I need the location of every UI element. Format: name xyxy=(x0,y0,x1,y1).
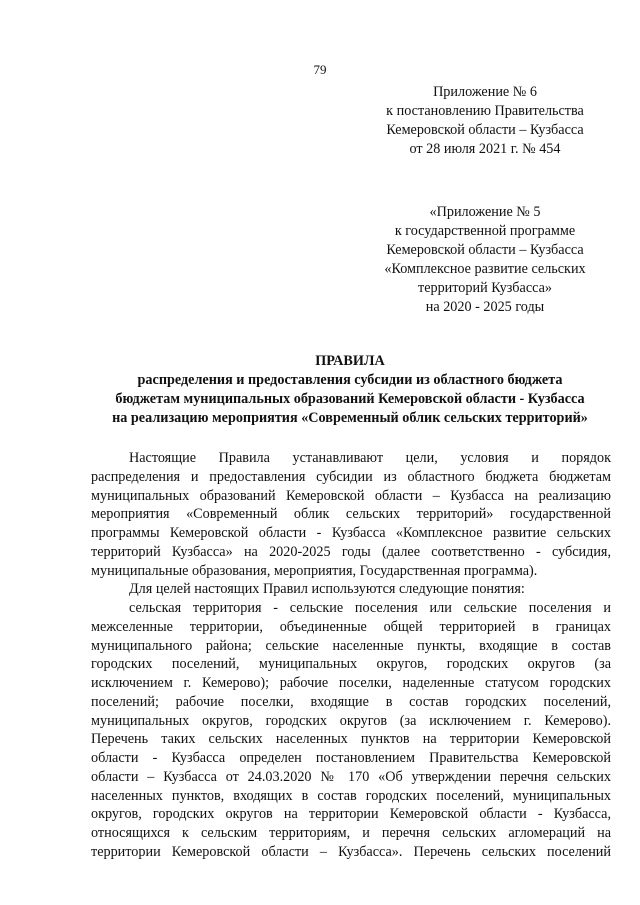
body-line: округов, городских округов на территории Кемеровской области - Кузбасса, xyxy=(91,806,611,823)
rules-title xyxy=(80,352,620,428)
appendix-6-line: Кемеровской области – Кузбасса xyxy=(386,122,584,138)
body-line: межселенные территории, объединенные общей территорией в границах xyxy=(91,618,611,635)
body-line: муниципальных образований Кемеровской области – Кузбасса на реализацию xyxy=(91,487,611,504)
appendix-5-line: «Приложение № 5 xyxy=(429,204,541,220)
body-line: исключением г. Кемерово); рабочие поселки, наделенные статусом городских xyxy=(91,675,611,691)
appendix-6-line: Приложение № 6 xyxy=(433,84,537,100)
body-line: Перечень таких сельских населенных пунктов на территории Кемеровской xyxy=(91,731,611,748)
body-line: области – Кузбасса от 24.03.2020 № 170 «Об утверждении перечня сельских xyxy=(91,768,611,785)
body-line: относящихся к сельским территориям, и перечня сельских агломераций на xyxy=(91,825,611,841)
rules-subtitle-line: на реализацию мероприятия «Современный облик сельских территорий» xyxy=(112,410,588,426)
appendix-5-line: к государственной программе xyxy=(394,223,576,239)
page-number: 79 xyxy=(313,62,327,77)
body-line: муниципального района; сельские населенные пункты, входящие в состав xyxy=(91,637,611,654)
body-line: городских поселений, муниципальных округов, городских округов (за xyxy=(91,656,611,673)
rules-subtitle-line: распределения и предоставления субсидии из областного бюджета xyxy=(137,372,563,388)
appendix-5-block xyxy=(360,203,610,317)
body-line: территорий Кузбасса» на 2020-2025 годы (далее соответственно - субсидия, xyxy=(91,543,611,560)
body-line: муниципальных округов, городских округов (за исключением г. Кемерово). xyxy=(91,712,611,729)
appendix-6-line: от 28 июля 2021 г. № 454 xyxy=(409,141,561,157)
appendix-5-line: Кемеровской области – Кузбасса xyxy=(386,242,584,258)
body-line: области - Кузбасса определен постановлением Правительства Кемеровской xyxy=(91,750,611,766)
body-line: мероприятия «Современный облик сельских территорий» государственной xyxy=(91,506,611,523)
body-line: сельская территория - сельские поселения или сельские поселения и xyxy=(129,600,611,616)
body-line: населенных пунктов, входящих в состав городских поселений, муниципальных xyxy=(91,787,611,804)
body-line: поселений; рабочие поселки, входящие в состав городских поселений, xyxy=(91,693,611,710)
appendix-5-line: на 2020 - 2025 годы xyxy=(425,299,545,315)
body-line: распределения и предоставления субсидии из областного бюджета бюджетам xyxy=(91,468,611,485)
appendix-6-line: к постановлению Правительства xyxy=(386,103,584,119)
body-line: муниципальные образования, мероприятия, Государственная программа). xyxy=(91,562,538,579)
appendix-6-block xyxy=(360,83,610,159)
body-line: Для целей настоящих Правил используются следующие понятия: xyxy=(129,581,525,598)
body-line: Настоящие Правила устанавливают цели, условия и порядок xyxy=(129,450,611,466)
rules-subtitle-line: бюджетам муниципальных образований Кемеровской области - Кузбасса xyxy=(115,391,585,407)
appendix-5-line: территорий Кузбасса» xyxy=(418,280,552,296)
body-line: территории Кемеровской области – Кузбасса». Перечень сельских поселений xyxy=(91,843,611,860)
appendix-5-line: «Комплексное развитие сельских xyxy=(384,261,586,277)
rules-heading: ПРАВИЛА xyxy=(315,353,385,369)
body-text xyxy=(91,449,611,862)
body-line: программы Кемеровской области - Кузбасса «Комплексное развитие сельских xyxy=(91,525,611,541)
